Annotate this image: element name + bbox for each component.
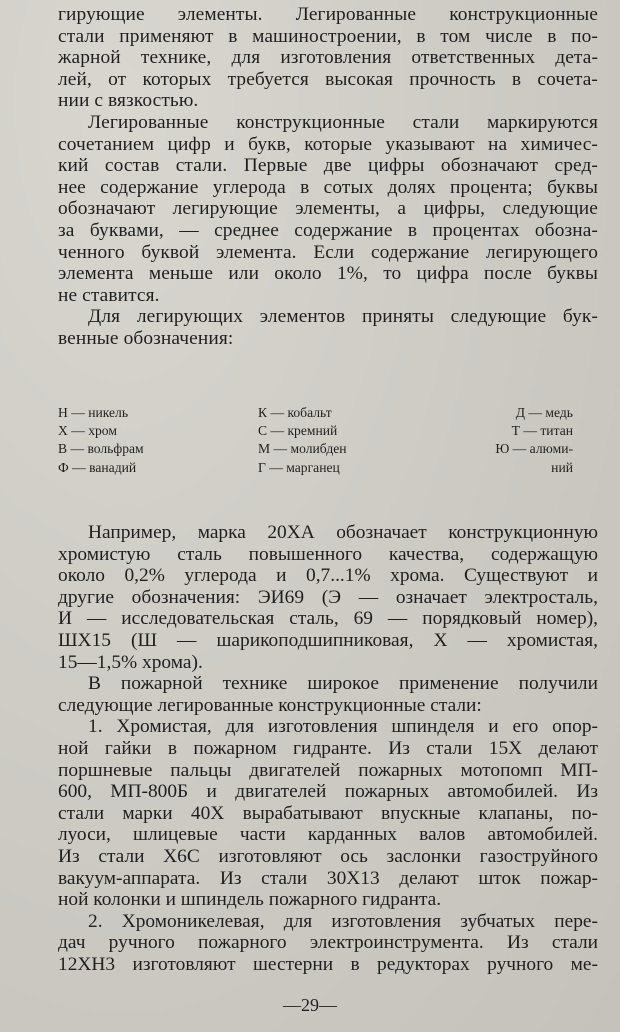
text-line: жарной технике, для изготовления ответственных дета- (58, 47, 598, 69)
text-line: другие обозначения: ЭИ69 (Э — означает электросталь, (58, 586, 598, 608)
text-line: вакуум-аппарата. Из стали 30Х13 делают шток пожар- (58, 867, 598, 889)
text-line: ченного буквой элемента. Если содержание легирующего (58, 241, 598, 263)
text-line: за буквами, — среднее содержание в процентах обозна- (58, 219, 598, 241)
text-line: не ставится. (58, 284, 160, 306)
text-line: хромистую сталь повышенного качества, содержащую (58, 543, 598, 565)
text-line: венные обозначения: (58, 327, 234, 349)
paragraph-4 (58, 522, 598, 673)
paragraph-2 (58, 112, 598, 306)
text-line: Для легирующих элементов приняты следующие бук- (88, 306, 598, 328)
element-entry: Д — медь (515, 405, 573, 420)
element-entry: Ю — алюми- (495, 441, 573, 457)
element-entry: С — кремний (258, 423, 338, 439)
text-line: ной колонки и шпиндель пожарного гидранта. (58, 889, 442, 911)
element-entry: Н — никель (58, 405, 129, 420)
element-entry: В — вольфрам (58, 441, 144, 457)
text-line: ШХ15 (Ш — шарикоподшипниковая, Х — хромистая, (58, 629, 598, 651)
text-line: около 0,2% углерода и 0,7...1% хрома. Существуют и (58, 565, 598, 587)
text-line: нее содержание углерода в сотых долях процента; буквы (58, 176, 598, 198)
upper-text (58, 4, 598, 350)
text-line: луоси, шлицевые части карданных валов автомобилей. (58, 824, 598, 846)
elements-column-2 (258, 404, 347, 477)
text-line: 15—1,5% хрома). (58, 651, 203, 673)
text-line: поршневые пальцы двигателей пожарных мотопомп МП- (58, 759, 598, 781)
element-entry: Т — титан (511, 423, 573, 439)
lower-text (58, 522, 598, 975)
paragraph-1 (58, 4, 598, 112)
elements-column-1 (58, 404, 144, 477)
text-line: элемента меньше или около 1%, то цифра после буквы (58, 263, 598, 285)
text-line: дач ручного пожарного электроинструмента. Из стали (58, 932, 598, 954)
element-entry: Ф — ванадий (58, 459, 137, 475)
text-line: В пожарной технике широкое применение получили (88, 673, 598, 695)
paragraph-6 (58, 716, 598, 910)
element-entry: М — молибден (258, 441, 347, 457)
text-line: стали применяют в машиностроении, в том числе в по- (58, 25, 598, 47)
text-line: 1. Хромистая, для изготовления шпинделя и его опор- (88, 716, 598, 738)
text-line: стали марки 40Х вырабатывают впускные клапаны, по- (58, 802, 598, 824)
text-line: следующие легированные конструкционные стали: (58, 694, 482, 716)
text-line: обозначают легирующие элементы, а цифры, следующие (58, 198, 598, 220)
text-line: ной гайки в пожарном гидранте. Из стали 15Х делают (58, 737, 598, 759)
text-line: Например, марка 20ХА обозначает конструкционную (88, 522, 598, 543)
text-line: 600, МП-800Б и двигателей пожарных автомобилей. Из (58, 781, 598, 803)
text-line: И — исследовательская сталь, 69 — порядковый номер), (58, 608, 598, 630)
text-line: нии с вязкостью. (58, 90, 199, 112)
paragraph-5 (58, 673, 598, 716)
elements-column-3 (468, 404, 573, 477)
text-line: кий состав стали. Первые две цифры обозначают сред- (58, 155, 598, 177)
element-entry: ний (551, 459, 573, 475)
paragraph-3 (58, 306, 598, 349)
page-number: —29— (283, 995, 337, 1015)
text-line: 2. Хромоникелевая, для изготовления зубчатых пере- (88, 910, 598, 932)
text-line: 12ХН3 изготовляют шестерни в редукторах ручного ме- (58, 953, 598, 975)
text-line: гирующие элементы. Легированные конструкционные (58, 4, 598, 25)
text-line: сочетанием цифр и букв, которые указывают на химичес- (58, 133, 598, 155)
text-line: лей, от которых требуется высокая прочность в сочета- (58, 68, 598, 90)
text-line: Легированные конструкционные стали маркируются (88, 111, 598, 133)
element-entry: Г — марганец (258, 459, 340, 475)
element-entry: Х — хром (58, 423, 117, 439)
paragraph-7 (58, 911, 598, 976)
element-entry: К — кобальт (258, 405, 332, 420)
text-line: Из стали Х6С изготовляют ось заслонки газоструйного (58, 845, 598, 867)
